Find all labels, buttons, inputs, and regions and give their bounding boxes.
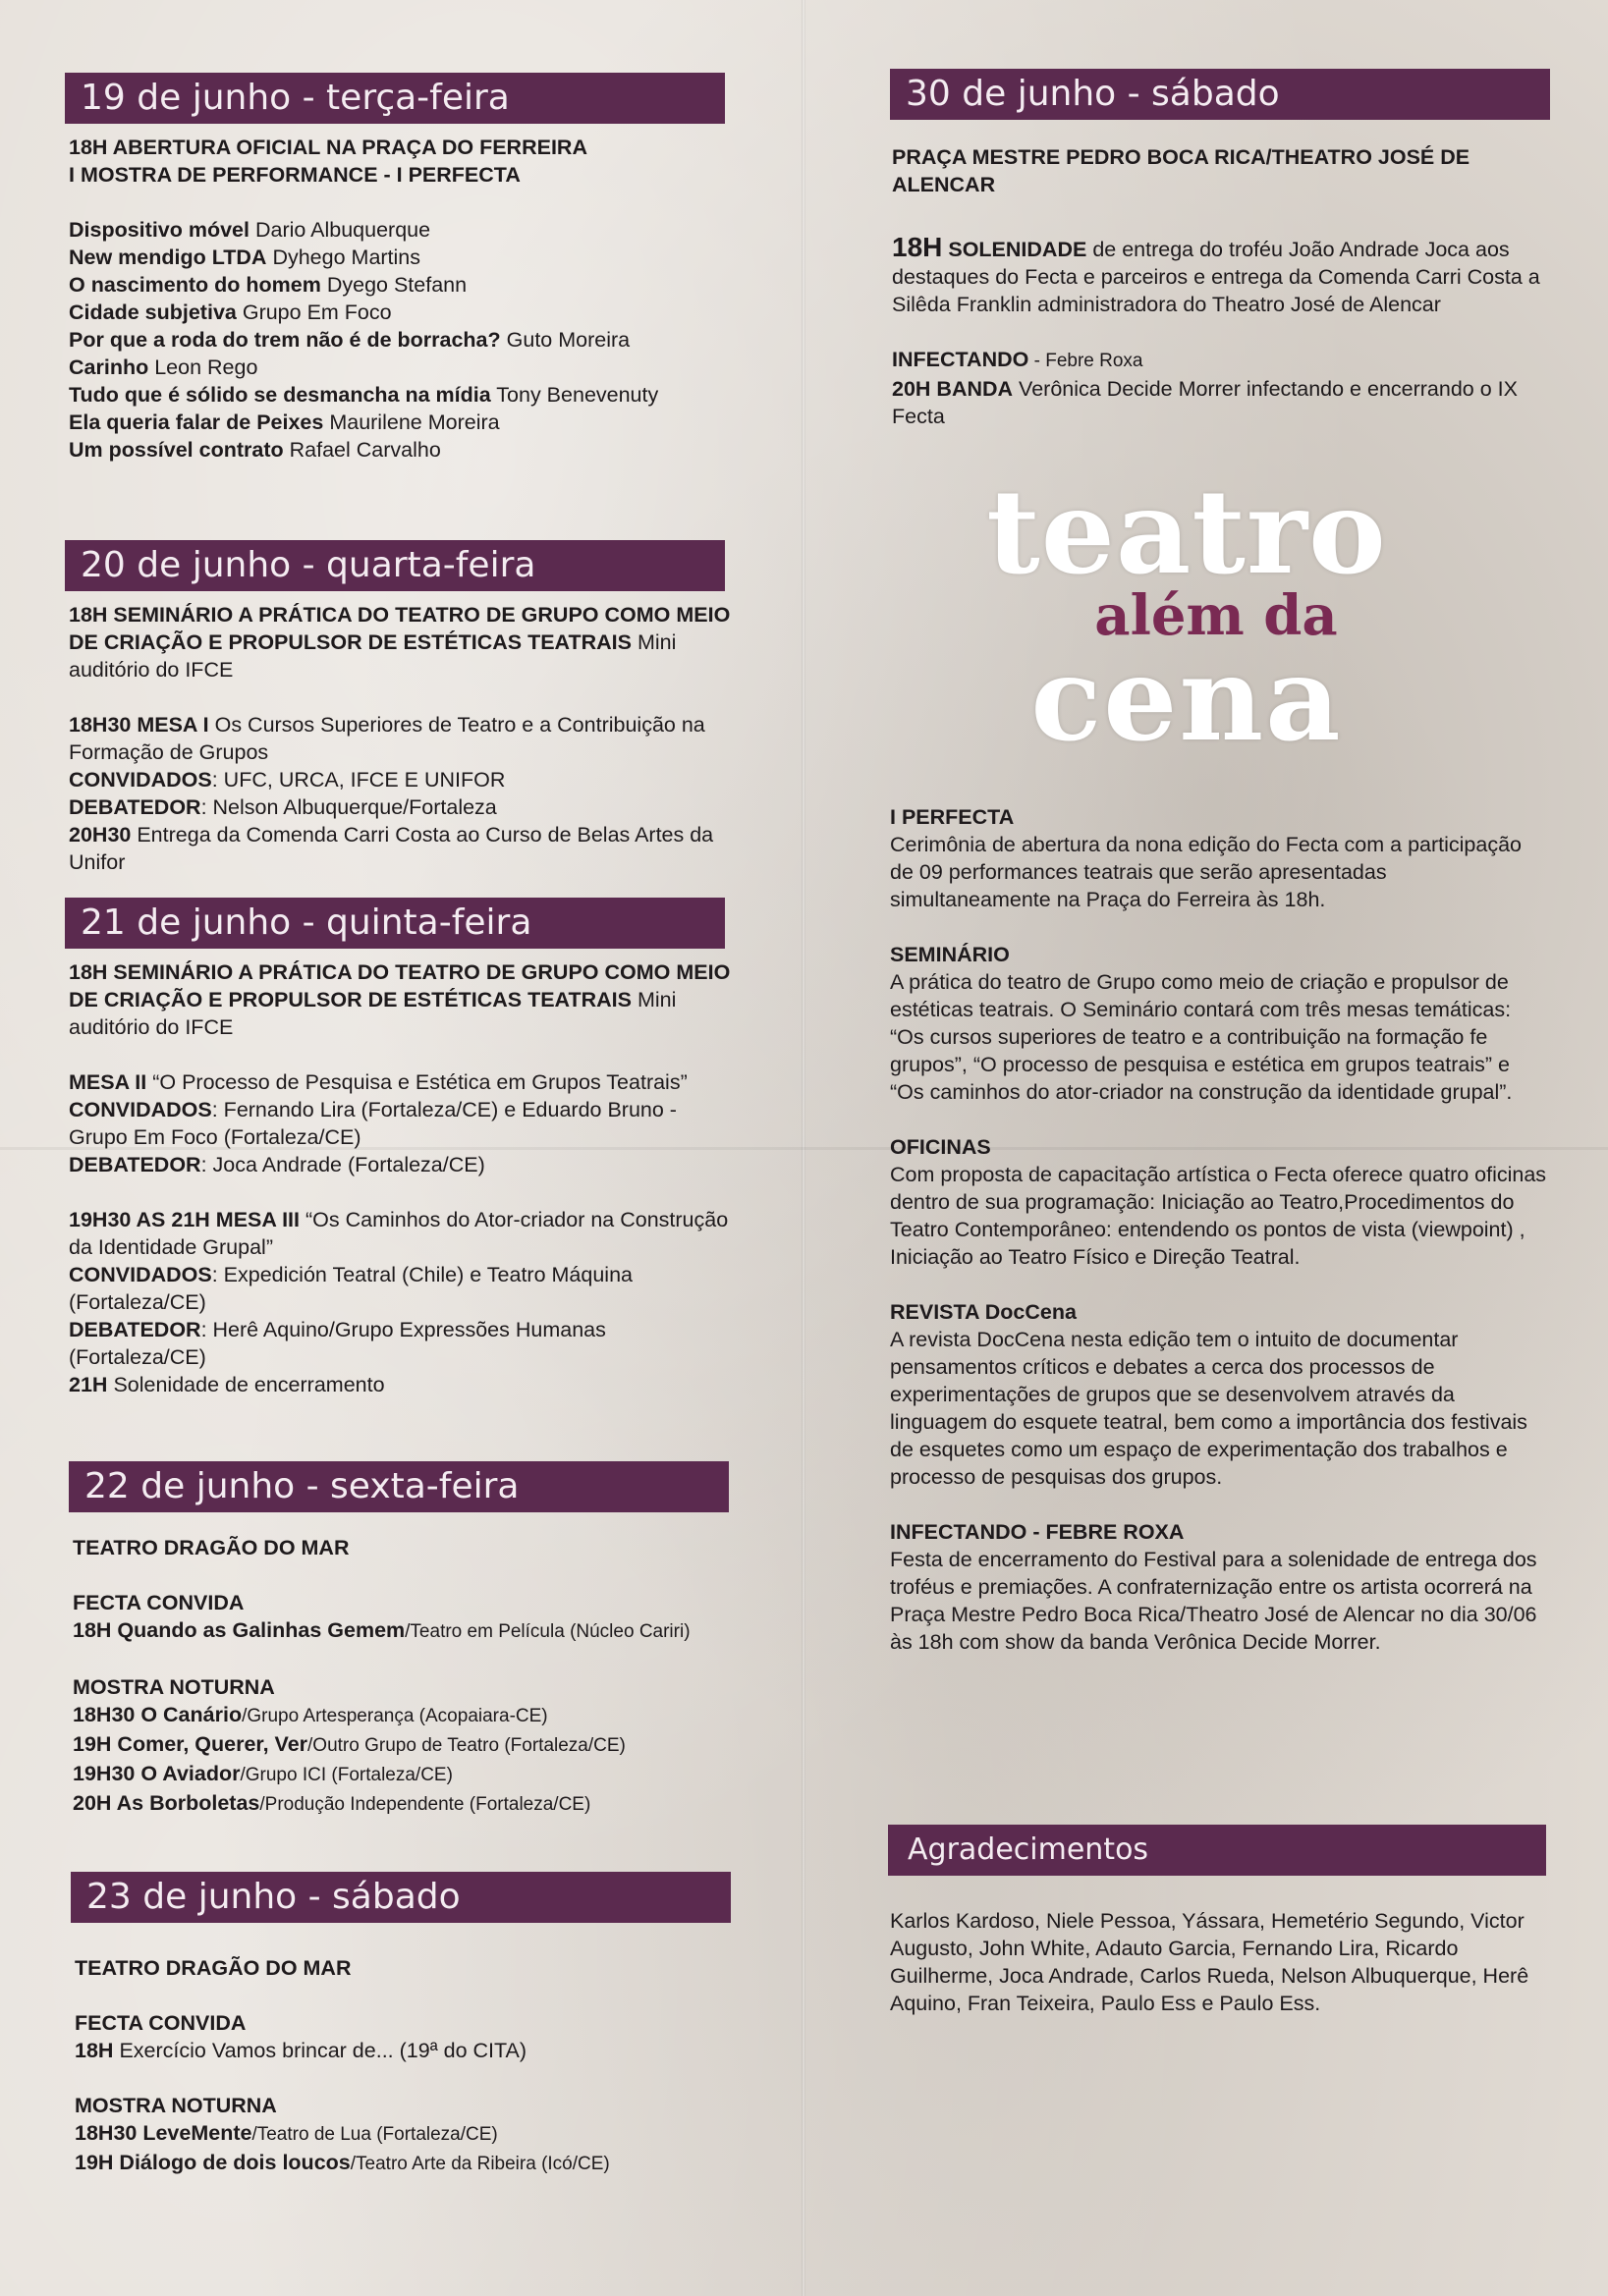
section-title: SEMINÁRIO — [890, 943, 1010, 966]
guests-line: CONVIDADOS: UFC, URCA, IFCE E UNIFOR — [69, 768, 506, 792]
show-line: 18H30 LeveMente/Teatro de Lua (Fortaleza/CE) — [75, 2121, 498, 2145]
logo-line-cena: cena — [1030, 630, 1343, 767]
opening-line: 18H ABERTURA OFICIAL NA PRAÇA DO FERREIRA — [69, 136, 587, 159]
venue: TEATRO DRAGÃO DO MAR — [75, 1956, 352, 1980]
fecta-convida: FECTA CONVIDA — [75, 2011, 247, 2035]
performance-item: O nascimento do homem Dyego Stefann — [69, 273, 468, 297]
closing-line: 21H Solenidade de encerramento — [69, 1373, 385, 1396]
venue: PRAÇA MESTRE PEDRO BOCA RICA/THEATRO JOSÉ DE ALENCAR — [892, 145, 1470, 196]
debater-line: DEBATEDOR: Joca Andrade (Fortaleza/CE) — [69, 1153, 485, 1176]
mesa-line: 19H30 AS 21H MESA III “Os Caminhos do Ator-criador na Construção da Identidade Grupal” — [69, 1208, 729, 1259]
mesa-line: 18H30 MESA I Os Cursos Superiores de Teatro e a Contribuição na Formação de Grupos — [69, 713, 705, 764]
header-22-junho: 22 de junho - sexta-feira — [69, 1461, 729, 1512]
header-21-junho: 21 de junho - quinta-feira — [65, 898, 725, 949]
block-21-junho — [69, 958, 737, 1398]
logo-line-teatro: teatro — [986, 464, 1387, 600]
block-20-junho — [69, 601, 737, 876]
section-text: A revista DocCena nesta edição tem o intuito de documentar pensamentos críticos e debates a cerca dos processos de experimentações de grupos que se desenvolvem através da linguagem do esquete teatral, bem como a importância dos festivais de esquetes como um espaço de experimentação dos trabalhos e processo de pesquisas dos grupos. — [890, 1328, 1527, 1489]
header-19-junho: 19 de junho - terça-feira — [65, 73, 725, 124]
show-line: 19H Diálogo de dois loucos/Teatro Arte da Ribeira (Icó/CE) — [75, 2151, 610, 2174]
debater-line: DEBATEDOR: Herê Aquino/Grupo Expressões Humanas (Fortaleza/CE) — [69, 1318, 606, 1369]
section-title: INFECTANDO - FEBRE ROXA — [890, 1520, 1185, 1544]
block-22-junho — [73, 1534, 741, 1819]
festival-logo — [951, 464, 1422, 767]
show-line: 19H30 O Aviador/Grupo ICI (Fortaleza/CE) — [73, 1762, 453, 1785]
performance-item: Cidade subjetiva Grupo Em Foco — [69, 301, 392, 324]
descriptions — [890, 803, 1548, 1656]
block-23-junho — [75, 1954, 743, 2178]
show-line: 20H As Borboletas/Produção Independente (Fortaleza/CE) — [73, 1791, 591, 1815]
performance-item: New mendigo LTDA Dyhego Martins — [69, 246, 421, 269]
mesa-line: MESA II “O Processo de Pesquisa e Estética em Grupos Teatrais” — [69, 1070, 688, 1094]
seminar-line: 18H SEMINÁRIO A PRÁTICA DO TEATRO DE GRUPO COMO MEIO DE CRIAÇÃO E PROPULSOR DE ESTÉTICAS TEATRAIS Mini auditório do IFCE — [69, 960, 731, 1039]
section-text: A prática do teatro de Grupo como meio de criação e propulsor de estéticas teatrais. O Seminário contará com três mesas temáticas: “Os cursos superiores de teatro e a contribuição na formação fe grupos”, “O processo de pesquisa e estética em grupos teatrais” e “Os caminhos do ator-criador na construção da identidade grupal”. — [890, 970, 1513, 1104]
performance-item: Tudo que é sólido se desmancha na mídia Tony Benevenuty — [69, 383, 659, 407]
venue: TEATRO DRAGÃO DO MAR — [73, 1536, 350, 1559]
show-line: 19H Comer, Querer, Ver/Outro Grupo de Teatro (Fortaleza/CE) — [73, 1732, 626, 1756]
ceremony-line: 18H SOLENIDADE de entrega do troféu João Andrade Joca aos destaques do Fecta e parceiros e entrega da Comenda Carri Costa a Silêda Franklin administradora do Theatro José de Alencar — [892, 232, 1540, 316]
performance-item: Um possível contrato Rafael Carvalho — [69, 438, 441, 462]
section-title: I PERFECTA — [890, 805, 1015, 829]
performance-item: Por que a roda do trem não é de borracha? Guto Moreira — [69, 328, 631, 352]
section-text: Com proposta de capacitação artística o Fecta oferece quatro oficinas dentro de sua programação: Iniciação ao Teatro,Procedimentos do Teatro Contemporâneo: entendendo os pontos de vista (viewpoint) , Iniciação ao Teatro Físico e Direção Teatral. — [890, 1163, 1547, 1269]
mostra-noturna: MOSTRA NOTURNA — [75, 2094, 277, 2117]
performance-item: Ela queria falar de Peixes Maurilene Moreira — [69, 410, 500, 434]
debater-line: DEBATEDOR: Nelson Albuquerque/Fortaleza — [69, 795, 497, 819]
logo-line-alem-da: além da — [1094, 583, 1338, 648]
header-23-junho: 23 de junho - sábado — [71, 1872, 731, 1923]
section-title: REVISTA DocCena — [890, 1300, 1077, 1324]
section-title: OFICINAS — [890, 1135, 991, 1159]
performance-line: I MOSTRA DE PERFORMANCE - I PERFECTA — [69, 163, 521, 187]
header-30-junho: 30 de junho - sábado — [890, 69, 1550, 120]
mostra-noturna: MOSTRA NOTURNA — [73, 1675, 275, 1699]
block-30-junho — [892, 143, 1540, 430]
fecta-convida: FECTA CONVIDA — [73, 1591, 245, 1614]
header-agradecimentos: Agradecimentos — [888, 1825, 1546, 1876]
section-text: Cerimônia de abertura da nona edição do Fecta com a participação de 09 performances teatrais que serão apresentadas simultaneamente na Praça do Ferreira às 18h. — [890, 833, 1522, 911]
performance-item: Dispositivo móvel Dario Albuquerque — [69, 218, 431, 242]
section-text: Festa de encerramento do Festival para a solenidade de entrega dos troféus e premiações. A confraternização entre os artista ocorrerá na Praça Mestre Pedro Boca Rica/Theatro José de Alencar no dia 30/06 às 18h com show da banda Verônica Decide Morrer. — [890, 1548, 1537, 1654]
seminar-line: 18H SEMINÁRIO A PRÁTICA DO TEATRO DE GRUPO COMO MEIO DE CRIAÇÃO E PROPULSOR DE ESTÉTICAS TEATRAIS Mini auditório do IFCE — [69, 603, 731, 682]
header-20-junho: 20 de junho - quarta-feira — [65, 540, 725, 591]
thanks-text: Karlos Kardoso, Niele Pessoa, Yássara, Hemetério Segundo, Victor Augusto, John White, Adauto Garcia, Fernando Lira, Ricardo Guilherme, Joca Andrade, Carlos Rueda, Nelson Albuquerque, Herê Aquino, Fran Teixeira, Paulo Ess e Paulo Ess. — [890, 1909, 1529, 2015]
performance-item: Carinho Leon Rego — [69, 355, 258, 379]
award-line: 20H30 Entrega da Comenda Carri Costa ao Curso de Belas Artes da Unifor — [69, 823, 714, 874]
show-line: 18H Quando as Galinhas Gemem/Teatro em Película (Núcleo Cariri) — [73, 1618, 691, 1642]
band-line: 20H BANDA Verônica Decide Morrer infectando e encerrando o IX Fecta — [892, 377, 1518, 428]
guests-line: CONVIDADOS: Expedición Teatral (Chile) e Teatro Máquina (Fortaleza/CE) — [69, 1263, 633, 1314]
guests-line: CONVIDADOS: Fernando Lira (Fortaleza/CE) e Eduardo Bruno - Grupo Em Foco (Fortaleza/CE) — [69, 1098, 677, 1149]
infectando-line: INFECTANDO - Febre Roxa — [892, 348, 1143, 371]
show-line: 18H Exercício Vamos brincar de... (19ª do CITA) — [75, 2039, 527, 2062]
show-line: 18H30 O Canário/Grupo Artesperança (Acopaiara-CE) — [73, 1703, 548, 1726]
block-19-junho — [69, 134, 737, 464]
